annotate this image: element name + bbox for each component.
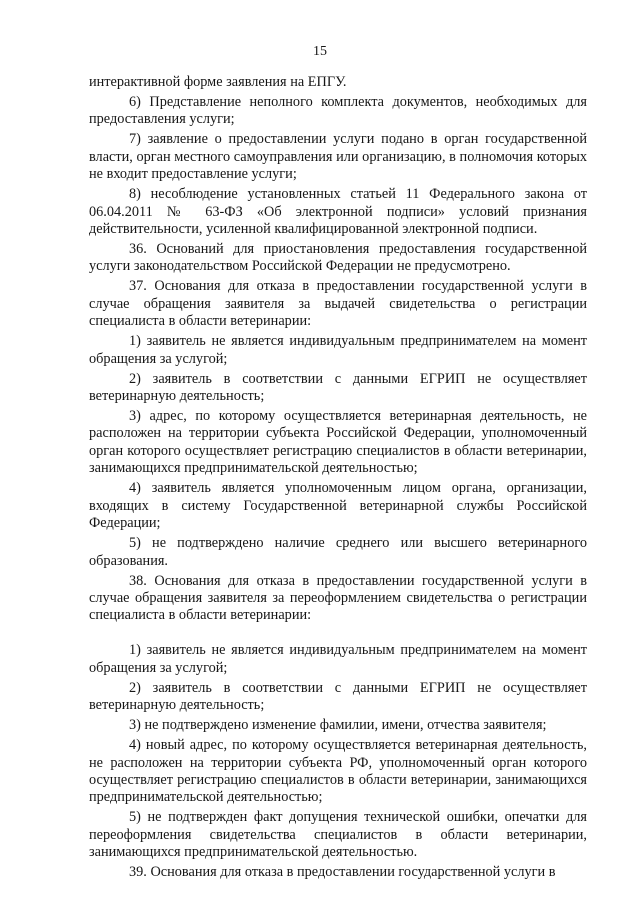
paragraph: 1) заявитель не является индивидуальным предпринимателем на момент обращения за услугой;	[89, 333, 587, 367]
paragraph: 38. Основания для отказа в предоставлении государственной услуги в случае обращения заявителя за переоформлением свидетельства о регистрации специалиста в области ветеринарии:	[89, 572, 587, 624]
paragraph: 3) адрес, по которому осуществляется ветеринарная деятельность, не расположен на территории субъекта Российской Федерации, уполномоченный орган которого осуществляет регистрацию специалистов в области ветеринарии, занимающихся предпринимательской деятельностью;	[89, 408, 587, 477]
paragraph: 2) заявитель в соответствии с данными ЕГРИП не осуществляет ветеринарную деятельность;	[89, 679, 587, 714]
paragraph: 4) заявитель является уполномоченным лицом органа, организации, входящих в систему Государственной ветеринарной службы Российской Федерации;	[89, 480, 587, 532]
paragraph: интерактивной форме заявления на ЕПГУ.	[89, 74, 347, 90]
paragraph: 3) не подтверждено изменение фамилии, имени, отчества заявителя;	[129, 717, 547, 734]
paragraph: 37. Основания для отказа в предоставлении государственной услуги в случае обращения заявителя за выдачей свидетельства о регистрации специалиста в области ветеринарии:	[89, 278, 587, 330]
paragraph: 5) не подтверждено наличие среднего или высшего ветеринарного образования.	[89, 535, 587, 569]
blank-line	[89, 627, 587, 642]
document-body	[89, 74, 587, 884]
paragraph: 6) Представление неполного комплекта документов, необходимых для предоставления услуги;	[89, 94, 587, 128]
page-number: 15	[313, 44, 327, 59]
paragraph: 36. Оснований для приостановления предоставления государственной услуги законодательством Российской Федерации не предусмотрено.	[89, 241, 587, 275]
paragraph: 5) не подтвержден факт допущения технической ошибки, опечатки для переоформления свидетельства специалистов в области ветеринарии, занимающихся предпринимательской деятельностью.	[89, 809, 587, 861]
paragraph: 2) заявитель в соответствии с данными ЕГРИП не осуществляет ветеринарную деятельность;	[89, 370, 587, 405]
paragraph: 7) заявление о предоставлении услуги подано в орган государственной власти, орган местного самоуправления или организацию, в полномочия которых не входит предоставление услуги;	[89, 131, 587, 183]
paragraph: 39. Основания для отказа в предоставлении государственной услуги в	[129, 864, 556, 881]
paragraph: 4) новый адрес, по которому осуществляется ветеринарная деятельность, не расположен на территории субъекта РФ, уполномоченный орган которого осуществляет регистрацию специалистов в области ветеринарии, занимающихся предпринимательской деятельностью;	[89, 737, 587, 806]
paragraph: 8) несоблюдение установленных статьей 11 Федерального закона от 06.04.2011 № 63-ФЗ «Об электронной подписи» условий признания действительности, усиленной квалифицированной электронной подписи.	[89, 186, 587, 238]
paragraph: 1) заявитель не является индивидуальным предпринимателем на момент обращения за услугой;	[89, 642, 587, 676]
